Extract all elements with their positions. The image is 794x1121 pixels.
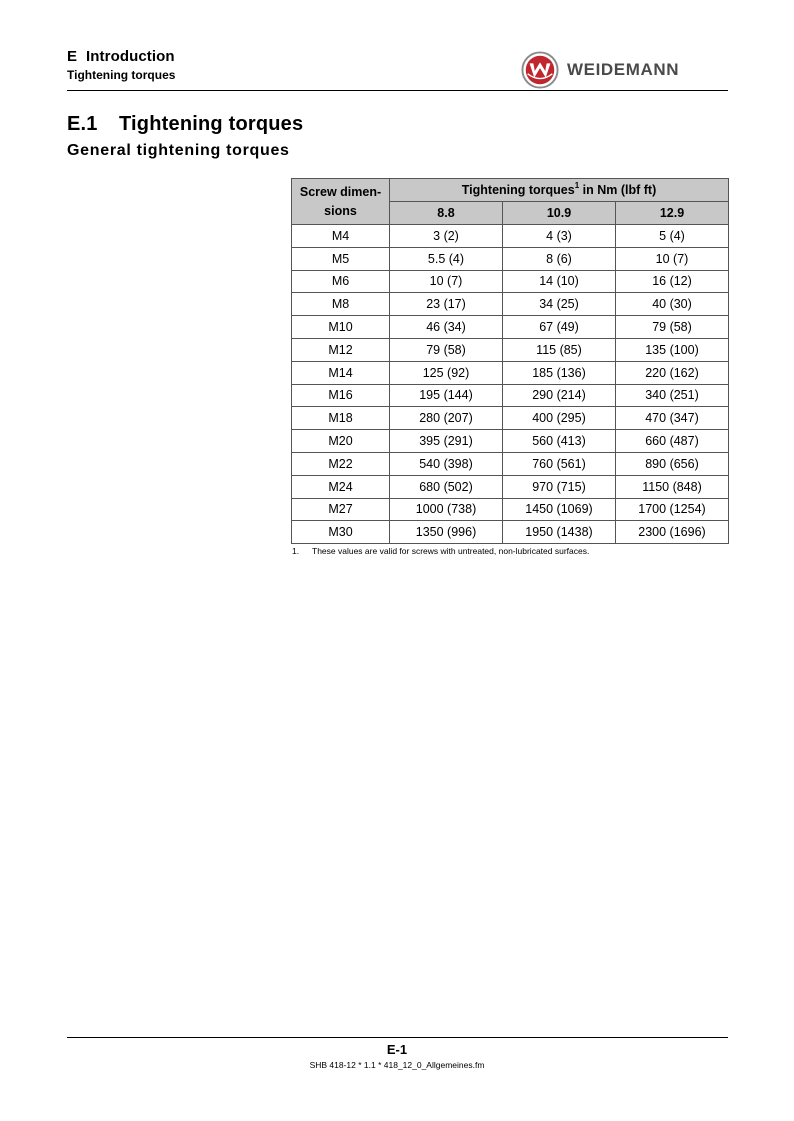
screw-size-cell: M5 [292, 247, 390, 270]
table-row [292, 407, 729, 430]
screw-size-cell: M14 [292, 361, 390, 384]
torques-header-unit: in Nm (lbf ft) [579, 183, 657, 198]
torque-value-cell: 115 (85) [503, 338, 616, 361]
chapter-title: Introduction [86, 48, 175, 65]
column-header-tightening-torques [390, 179, 729, 202]
header-chapter [67, 48, 175, 65]
column-header-grade: 8.8 [390, 202, 503, 225]
table-row [292, 338, 729, 361]
torque-value-cell: 395 (291) [390, 430, 503, 453]
torque-value-cell: 1350 (996) [390, 521, 503, 544]
column-header-screw-dimensions: Screw dimen- sions [292, 179, 390, 225]
section-number: E.1 [67, 113, 98, 135]
document-id: SHB 418-12 * 1.1 * 418_12_0_Allgemeines.fm [309, 1060, 485, 1070]
torque-value-cell: 1150 (848) [616, 475, 729, 498]
torque-value-cell: 3 (2) [390, 225, 503, 248]
torque-value-cell: 220 (162) [616, 361, 729, 384]
screw-size-cell: M6 [292, 270, 390, 293]
column-header-grade: 10.9 [503, 202, 616, 225]
table-row [292, 225, 729, 248]
screw-size-cell: M24 [292, 475, 390, 498]
table-row [292, 247, 729, 270]
torque-value-cell: 10 (7) [616, 247, 729, 270]
section-title [67, 113, 303, 136]
torque-value-cell: 34 (25) [503, 293, 616, 316]
torque-value-cell: 67 (49) [503, 316, 616, 339]
torque-value-cell: 79 (58) [616, 316, 729, 339]
torque-value-cell: 1450 (1069) [503, 498, 616, 521]
brand-logo [521, 50, 679, 90]
screw-size-cell: M30 [292, 521, 390, 544]
torque-value-cell: 5.5 (4) [390, 247, 503, 270]
torque-value-cell: 1950 (1438) [503, 521, 616, 544]
torque-value-cell: 400 (295) [503, 407, 616, 430]
table-row [292, 498, 729, 521]
torque-value-cell: 125 (92) [390, 361, 503, 384]
table-row [292, 293, 729, 316]
brand-name: WEIDEMANN [567, 60, 680, 79]
torque-value-cell: 560 (413) [503, 430, 616, 453]
torque-value-cell: 1700 (1254) [616, 498, 729, 521]
footnote-number: 1. [292, 546, 300, 556]
torque-table [291, 178, 729, 544]
torque-value-cell: 8 (6) [503, 247, 616, 270]
torque-value-cell: 5 (4) [616, 225, 729, 248]
torque-value-cell: 540 (398) [390, 452, 503, 475]
torques-header-label: Tightening torques [461, 183, 575, 198]
torque-value-cell: 1000 (738) [390, 498, 503, 521]
weidemann-w-logo-icon [521, 51, 559, 89]
table-row [292, 316, 729, 339]
section-heading: Tightening torques [119, 113, 304, 135]
header-divider [67, 90, 728, 91]
screw-size-cell: M27 [292, 498, 390, 521]
torque-value-cell: 890 (656) [616, 452, 729, 475]
torque-value-cell: 40 (30) [616, 293, 729, 316]
torque-value-cell: 195 (144) [390, 384, 503, 407]
screw-size-cell: M16 [292, 384, 390, 407]
footnote [292, 546, 589, 556]
screw-size-cell: M10 [292, 316, 390, 339]
column-header-grade: 12.9 [616, 202, 729, 225]
torque-value-cell: 185 (136) [503, 361, 616, 384]
torque-value-cell: 14 (10) [503, 270, 616, 293]
header-subtitle: Tightening torques [67, 68, 176, 82]
torque-value-cell: 10 (7) [390, 270, 503, 293]
table-row [292, 361, 729, 384]
page-number: E-1 [386, 1042, 408, 1057]
chapter-number: E [67, 48, 78, 65]
screw-size-cell: M22 [292, 452, 390, 475]
table-row [292, 452, 729, 475]
torque-table-body [292, 225, 729, 544]
torque-value-cell: 23 (17) [390, 293, 503, 316]
footer-divider [67, 1037, 728, 1038]
screw-size-cell: M4 [292, 225, 390, 248]
torque-value-cell: 46 (34) [390, 316, 503, 339]
subsection-title: General tightening torques [67, 142, 290, 159]
torque-value-cell: 340 (251) [616, 384, 729, 407]
torque-value-cell: 660 (487) [616, 430, 729, 453]
screw-size-cell: M20 [292, 430, 390, 453]
screw-size-cell: M18 [292, 407, 390, 430]
torque-value-cell: 79 (58) [390, 338, 503, 361]
table-row [292, 521, 729, 544]
torque-value-cell: 680 (502) [390, 475, 503, 498]
torque-value-cell: 970 (715) [503, 475, 616, 498]
torque-value-cell: 290 (214) [503, 384, 616, 407]
table-row [292, 430, 729, 453]
torque-value-cell: 280 (207) [390, 407, 503, 430]
torque-value-cell: 2300 (1696) [616, 521, 729, 544]
torque-value-cell: 135 (100) [616, 338, 729, 361]
screw-size-cell: M12 [292, 338, 390, 361]
torque-value-cell: 4 (3) [503, 225, 616, 248]
table-row [292, 384, 729, 407]
torque-value-cell: 470 (347) [616, 407, 729, 430]
torque-value-cell: 16 (12) [616, 270, 729, 293]
screw-size-cell: M8 [292, 293, 390, 316]
table-row [292, 475, 729, 498]
footnote-text: These values are valid for screws with untreated, non-lubricated surfaces. [312, 546, 590, 556]
footnote-marker: 1 [574, 181, 580, 191]
torque-value-cell: 760 (561) [503, 452, 616, 475]
table-row [292, 270, 729, 293]
